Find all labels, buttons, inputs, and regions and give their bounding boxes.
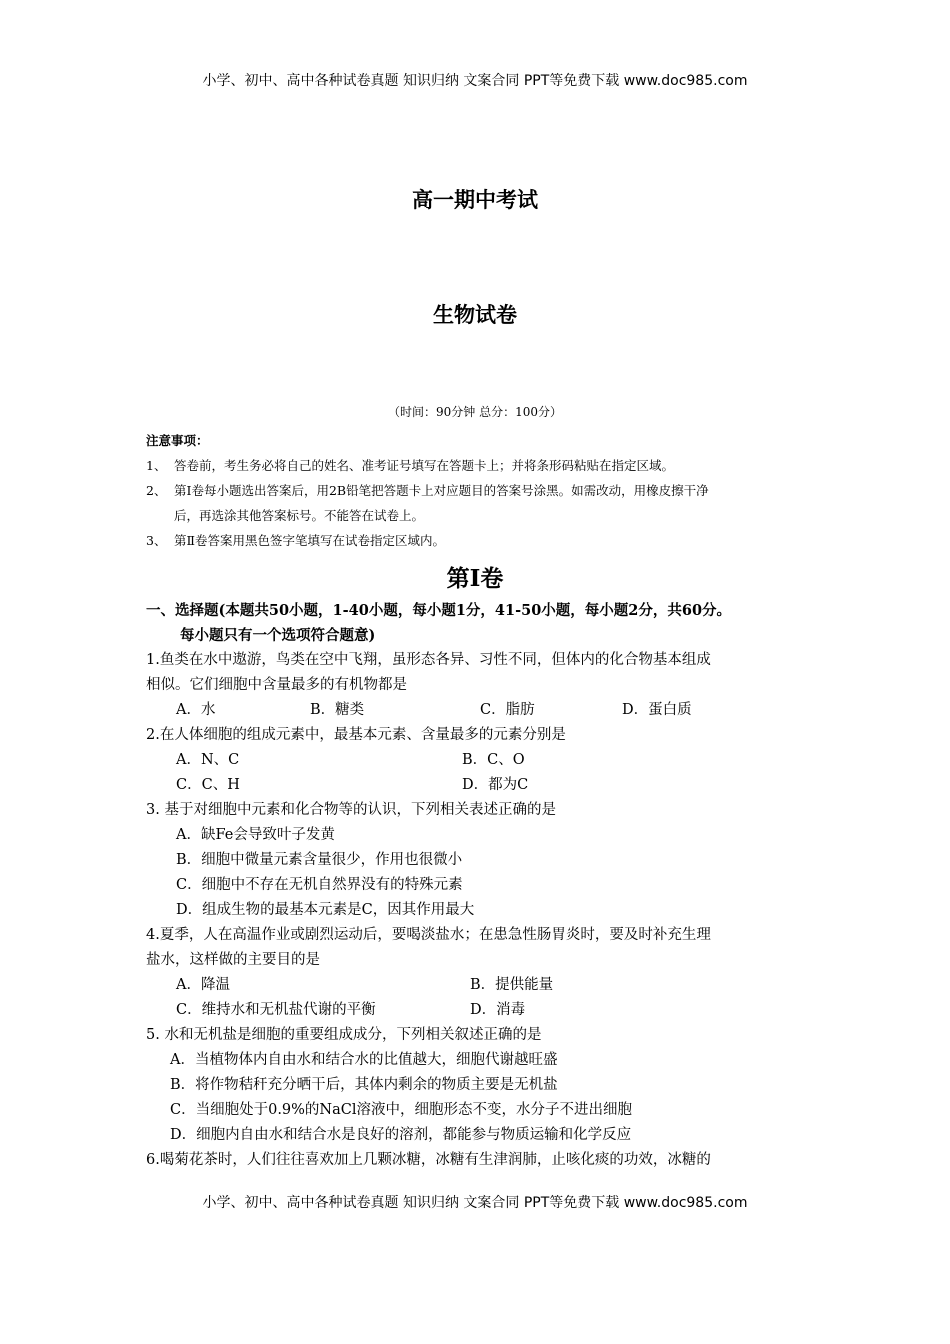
options-row	[146, 748, 818, 773]
note-text: 答卷前，考生务必将自己的姓名、准考证号填写在答题卡上；并将条形码粘贴在指定区域。	[174, 458, 675, 473]
option: B．糖类	[310, 702, 365, 718]
question-stem: 2.在人体细胞的组成元素中，最基本元素、含量最多的元素分别是	[146, 727, 566, 743]
notes-section	[146, 428, 816, 553]
option: B．C、O	[462, 752, 525, 768]
option: C．当细胞处于0.9%的NaCl溶液中，细胞形态不变，水分子不进出细胞	[170, 1102, 632, 1118]
option: D．组成生物的最基本元素是C，因其作用最大	[176, 902, 475, 918]
volume-title: 第Ⅰ卷	[446, 565, 504, 592]
options-row	[146, 973, 818, 998]
option: C．维持水和无机盐代谢的平衡	[176, 1002, 376, 1018]
exam-title: 高一期中考试	[412, 188, 538, 212]
option: B．细胞中微量元素含量很少，作用也很微小	[176, 852, 463, 868]
question-stem: 1.鱼类在水中遨游，鸟类在空中飞翔，虽形态各异、习性不同，但体内的化合物基本组成	[146, 652, 711, 668]
option: D．都为C	[462, 777, 529, 793]
notes-title: 注意事项：	[146, 433, 209, 448]
note-item-continuation	[146, 503, 816, 528]
note-item	[146, 528, 816, 553]
option: D．蛋白质	[622, 702, 692, 718]
options-row	[146, 998, 818, 1023]
page-header: 小学、初中、高中各种试卷真题 知识归纳 文案合同 PPT等免费下载 www.doc985.com	[202, 73, 748, 89]
option: C．细胞中不存在无机自然界没有的特殊元素	[176, 877, 463, 893]
exam-subtitle: 生物试卷	[433, 303, 517, 327]
options-row	[146, 698, 818, 723]
option: A．水	[176, 702, 216, 718]
note-text: 后，再选涂其他答案标号。不能答在试卷上。	[174, 508, 425, 523]
option: B．提供能量	[470, 977, 554, 993]
option: A．缺Fe会导致叶子发黄	[176, 827, 335, 843]
option: A．N、C	[176, 752, 240, 768]
option: B．将作物秸秆充分晒干后，其体内剩余的物质主要是无机盐	[170, 1077, 558, 1093]
section-heading: 一、选择题(本题共50小题，1-40小题，每小题1分，41-50小题，每小题2分，共60分。	[146, 602, 732, 619]
question-stem: 相似。它们细胞中含量最多的有机物都是	[146, 677, 407, 693]
note-number: 3、	[146, 533, 167, 548]
option: D．细胞内自由水和结合水是良好的溶剂，都能参与物质运输和化学反应	[170, 1127, 632, 1143]
questions-section	[146, 598, 818, 1173]
question-stem: 5. 水和无机盐是细胞的重要组成成分，下列相关叙述正确的是	[146, 1027, 542, 1043]
note-number: 2、	[146, 483, 167, 498]
note-text: 第Ⅱ卷答案用黑色签字笔填写在试卷指定区域内。	[174, 533, 445, 548]
question-stem: 盐水，这样做的主要目的是	[146, 952, 320, 968]
section-heading-cont: 每小题只有一个选项符合题意)	[180, 627, 376, 644]
note-number: 1、	[146, 458, 167, 473]
option: C．C、H	[176, 777, 240, 793]
option: D．消毒	[470, 1002, 526, 1018]
question-stem: 4.夏季，人在高温作业或剧烈运动后，要喝淡盐水；在患急性肠胃炎时，要及时补充生理	[146, 927, 711, 943]
question-stem: 3. 基于对细胞中元素和化合物等的认识，下列相关表述正确的是	[146, 802, 556, 818]
options-row	[146, 773, 818, 798]
note-text: 第Ⅰ卷每小题选出答案后，用2B铅笔把答题卡上对应题目的答案号涂黑。如需改动，用橡皮擦干净	[174, 483, 709, 498]
note-item	[146, 478, 816, 503]
option: A．当植物体内自由水和结合水的比值越大，细胞代谢越旺盛	[170, 1052, 558, 1068]
question-stem: 6.喝菊花茶时，人们往往喜欢加上几颗冰糖，冰糖有生津润肺，止咳化痰的功效，冰糖的	[146, 1152, 711, 1168]
note-item	[146, 453, 816, 478]
option: C．脂肪	[480, 702, 535, 718]
page-footer: 小学、初中、高中各种试卷真题 知识归纳 文案合同 PPT等免费下载 www.doc985.com	[202, 1195, 748, 1211]
option: A．降温	[176, 977, 230, 993]
time-info: （时间：90分钟 总分：100分）	[388, 405, 562, 419]
